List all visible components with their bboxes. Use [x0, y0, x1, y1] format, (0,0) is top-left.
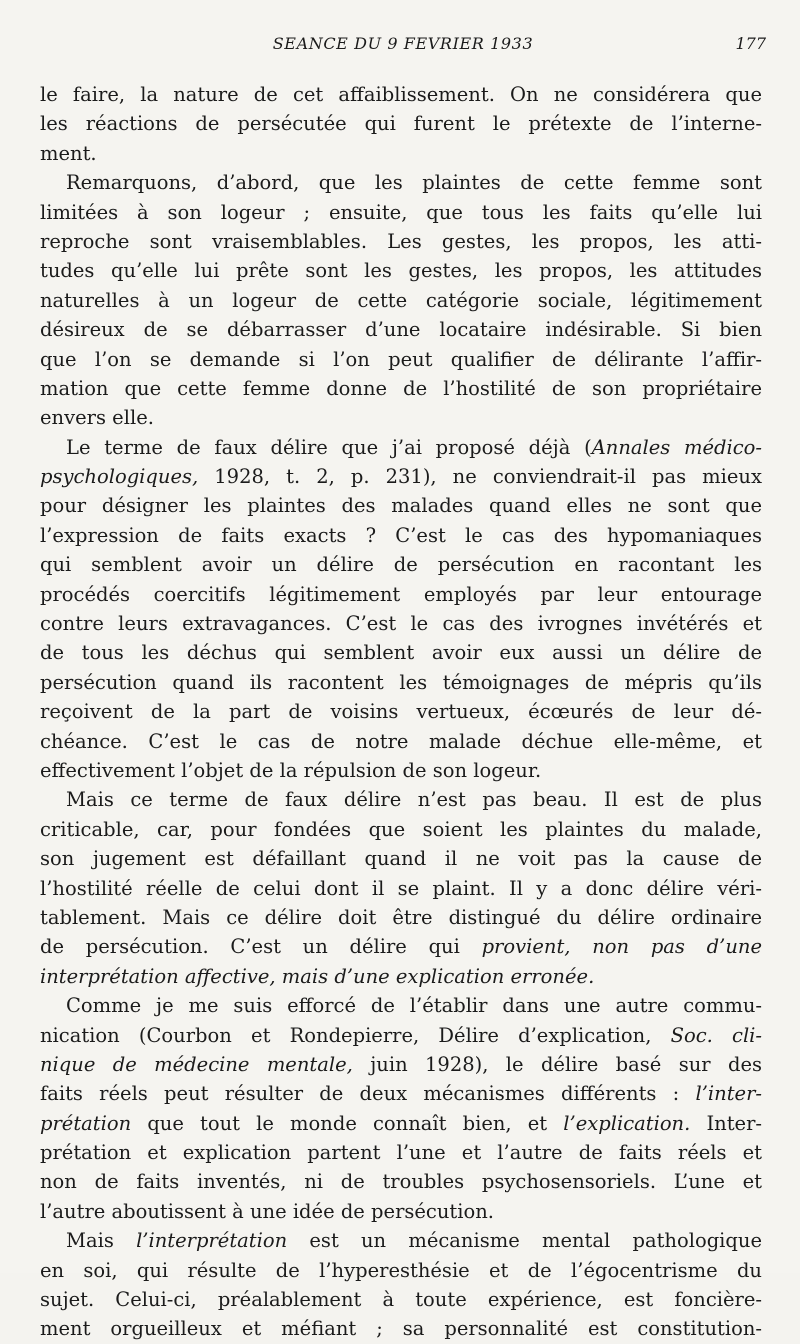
text-line [40, 403, 762, 432]
text-line [40, 785, 762, 814]
text-line [40, 962, 762, 991]
text-line [40, 168, 762, 197]
text-segment: mation que cette femme donne de l’hostilité de son propriétaire [40, 376, 762, 400]
text-segment: tudes qu’elle lui prête sont les gestes, les propos, les attitudes [40, 259, 762, 283]
text-segment: juin 1928), le délire basé sur des [352, 1052, 762, 1076]
text-line [40, 1285, 762, 1314]
running-head [40, 34, 766, 58]
text-segment: prétation et explication partent l’une et l’autre de faits réels et [40, 1141, 762, 1165]
text-line [40, 1079, 762, 1108]
text-segment: persécution quand ils racontent les témoignages de mépris qu’ils [40, 670, 762, 694]
text-line [40, 756, 762, 785]
text-line [40, 903, 762, 932]
text-line [40, 991, 762, 1020]
italic-segment: l’explication. [563, 1111, 691, 1135]
text-line [40, 1167, 762, 1196]
text-line [40, 345, 762, 374]
text-line [40, 844, 762, 873]
text-segment: que tout le monde connaît bien, et [131, 1111, 564, 1135]
text-line [40, 256, 762, 285]
text-line [40, 1256, 762, 1285]
text-segment: qui semblent avoir un délire de persécution en racontant les [40, 553, 762, 577]
italic-segment: provient, non pas d’une [481, 935, 762, 959]
text-segment: désireux de se débarrasser d’une locataire indésirable. Si bien [40, 318, 762, 342]
text-segment: naturelles à un logeur de cette catégorie sociale, légitimement [40, 288, 762, 312]
text-segment: envers elle. [40, 406, 154, 430]
text-line [40, 609, 762, 638]
page-number: 177 [735, 34, 766, 53]
text-segment: reçoivent de la part de voisins vertueux, écœurés de leur dé- [40, 700, 762, 724]
text-segment: de persécution. C’est un délire qui [40, 935, 482, 959]
text-segment: Le terme de faux délire que j’ai proposé déjà ( [66, 435, 592, 459]
text-segment: faits réels peut résulter de deux mécanismes différents : [40, 1082, 696, 1106]
text-line [40, 491, 762, 520]
italic-segment: interprétation affective, mais d’une explication erronée. [40, 964, 595, 988]
text-line [40, 1050, 762, 1079]
italic-segment: prétation [40, 1111, 132, 1135]
italic-segment: nique de médecine mentale, [40, 1052, 353, 1076]
italic-segment: Annales médico- [591, 435, 762, 459]
text-line [40, 697, 762, 726]
running-title: SEANCE DU 9 FEVRIER 1933 [272, 34, 534, 53]
text-line [40, 315, 762, 344]
text-line [40, 80, 762, 109]
text-segment: Inter- [690, 1111, 762, 1135]
text-line [40, 1109, 762, 1138]
italic-segment: Soc. cli- [670, 1023, 762, 1047]
italic-segment: l’interprétation [136, 1229, 288, 1253]
text-segment: nication (Courbon et Rondepierre, Délire d’explication, [40, 1023, 671, 1047]
text-segment: chéance. C’est le cas de notre malade déchue elle-même, et [40, 729, 762, 753]
text-segment: 1928, t. 2, p. 231), ne conviendrait-il pas mieux [198, 465, 762, 489]
text-line [40, 580, 762, 609]
text-line [40, 433, 762, 462]
italic-segment: psychologiques, [40, 465, 199, 489]
text-line [40, 227, 762, 256]
text-line [40, 1314, 762, 1343]
text-line [40, 550, 762, 579]
text-segment: reproche sont vraisemblables. Les gestes, les propos, les atti- [40, 229, 762, 253]
text-line [40, 727, 762, 756]
text-line [40, 874, 762, 903]
text-segment: non de faits inventés, ni de troubles psychosensoriels. L’une et [40, 1170, 762, 1194]
text-segment: Mais ce terme de faux délire n’est pas beau. Il est de plus [66, 788, 762, 812]
text-line [40, 932, 762, 961]
text-segment: Mais [66, 1229, 137, 1253]
text-segment: limitées à son logeur ; ensuite, que tous les faits qu’elle lui [40, 200, 762, 224]
text-line [40, 668, 762, 697]
text-segment: tablement. Mais ce délire doit être distingué du délire ordinaire [40, 905, 762, 929]
text-line [40, 1021, 762, 1050]
text-segment: le faire, la nature de cet affaiblissement. On ne considérera que [40, 83, 762, 106]
text-segment: en soi, qui résulte de l’hyperesthésie et de l’égocentrisme du [40, 1258, 762, 1282]
text-segment: criticable, car, pour fondées que soient les plaintes du malade, [40, 817, 762, 841]
text-segment: les réactions de persécutée qui furent le prétexte de l’interne- [40, 112, 762, 136]
text-segment: de tous les déchus qui semblent avoir eux aussi un délire de [40, 641, 762, 665]
text-line [40, 139, 762, 168]
text-segment: ment orgueilleux et méfiant ; sa personnalité est constitution- [40, 1317, 762, 1341]
text-line [40, 374, 762, 403]
text-segment: ment. [40, 141, 97, 165]
text-segment: l’hostilité réelle de celui dont il se plaint. Il y a donc délire véri- [40, 876, 762, 900]
text-segment: son jugement est défaillant quand il ne voit pas la cause de [40, 847, 762, 871]
text-line [40, 1197, 762, 1226]
body-text [40, 80, 762, 1344]
text-line [40, 109, 762, 138]
text-segment: pour désigner les plaintes des malades quand elles ne sont que [40, 494, 762, 518]
text-segment: sujet. Celui-ci, préalablement à toute expérience, est foncière- [40, 1288, 762, 1312]
text-segment: Remarquons, d’abord, que les plaintes de cette femme sont [66, 171, 762, 195]
text-line [40, 462, 762, 491]
text-line [40, 198, 762, 227]
text-line [40, 815, 762, 844]
text-segment: que l’on se demande si l’on peut qualifier de délirante l’affir- [40, 347, 762, 371]
text-line [40, 521, 762, 550]
text-line [40, 638, 762, 667]
text-segment: contre leurs extravagances. C’est le cas des ivrognes invétérés et [40, 612, 762, 636]
text-line [40, 286, 762, 315]
text-segment: est un mécanisme mental pathologique [287, 1229, 762, 1253]
italic-segment: l’inter- [695, 1082, 762, 1106]
text-segment: l’autre aboutissent à une idée de persécution. [40, 1199, 494, 1223]
text-segment: Comme je me suis efforcé de l’établir dans une autre commu- [66, 994, 762, 1018]
text-segment: procédés coercitifs légitimement employés par leur entourage [40, 582, 762, 606]
text-segment: effectivement l’objet de la répulsion de son logeur. [40, 758, 542, 782]
text-line [40, 1138, 762, 1167]
text-segment: l’expression de faits exacts ? C’est le cas des hypomaniaques [40, 523, 762, 547]
text-line [40, 1226, 762, 1255]
